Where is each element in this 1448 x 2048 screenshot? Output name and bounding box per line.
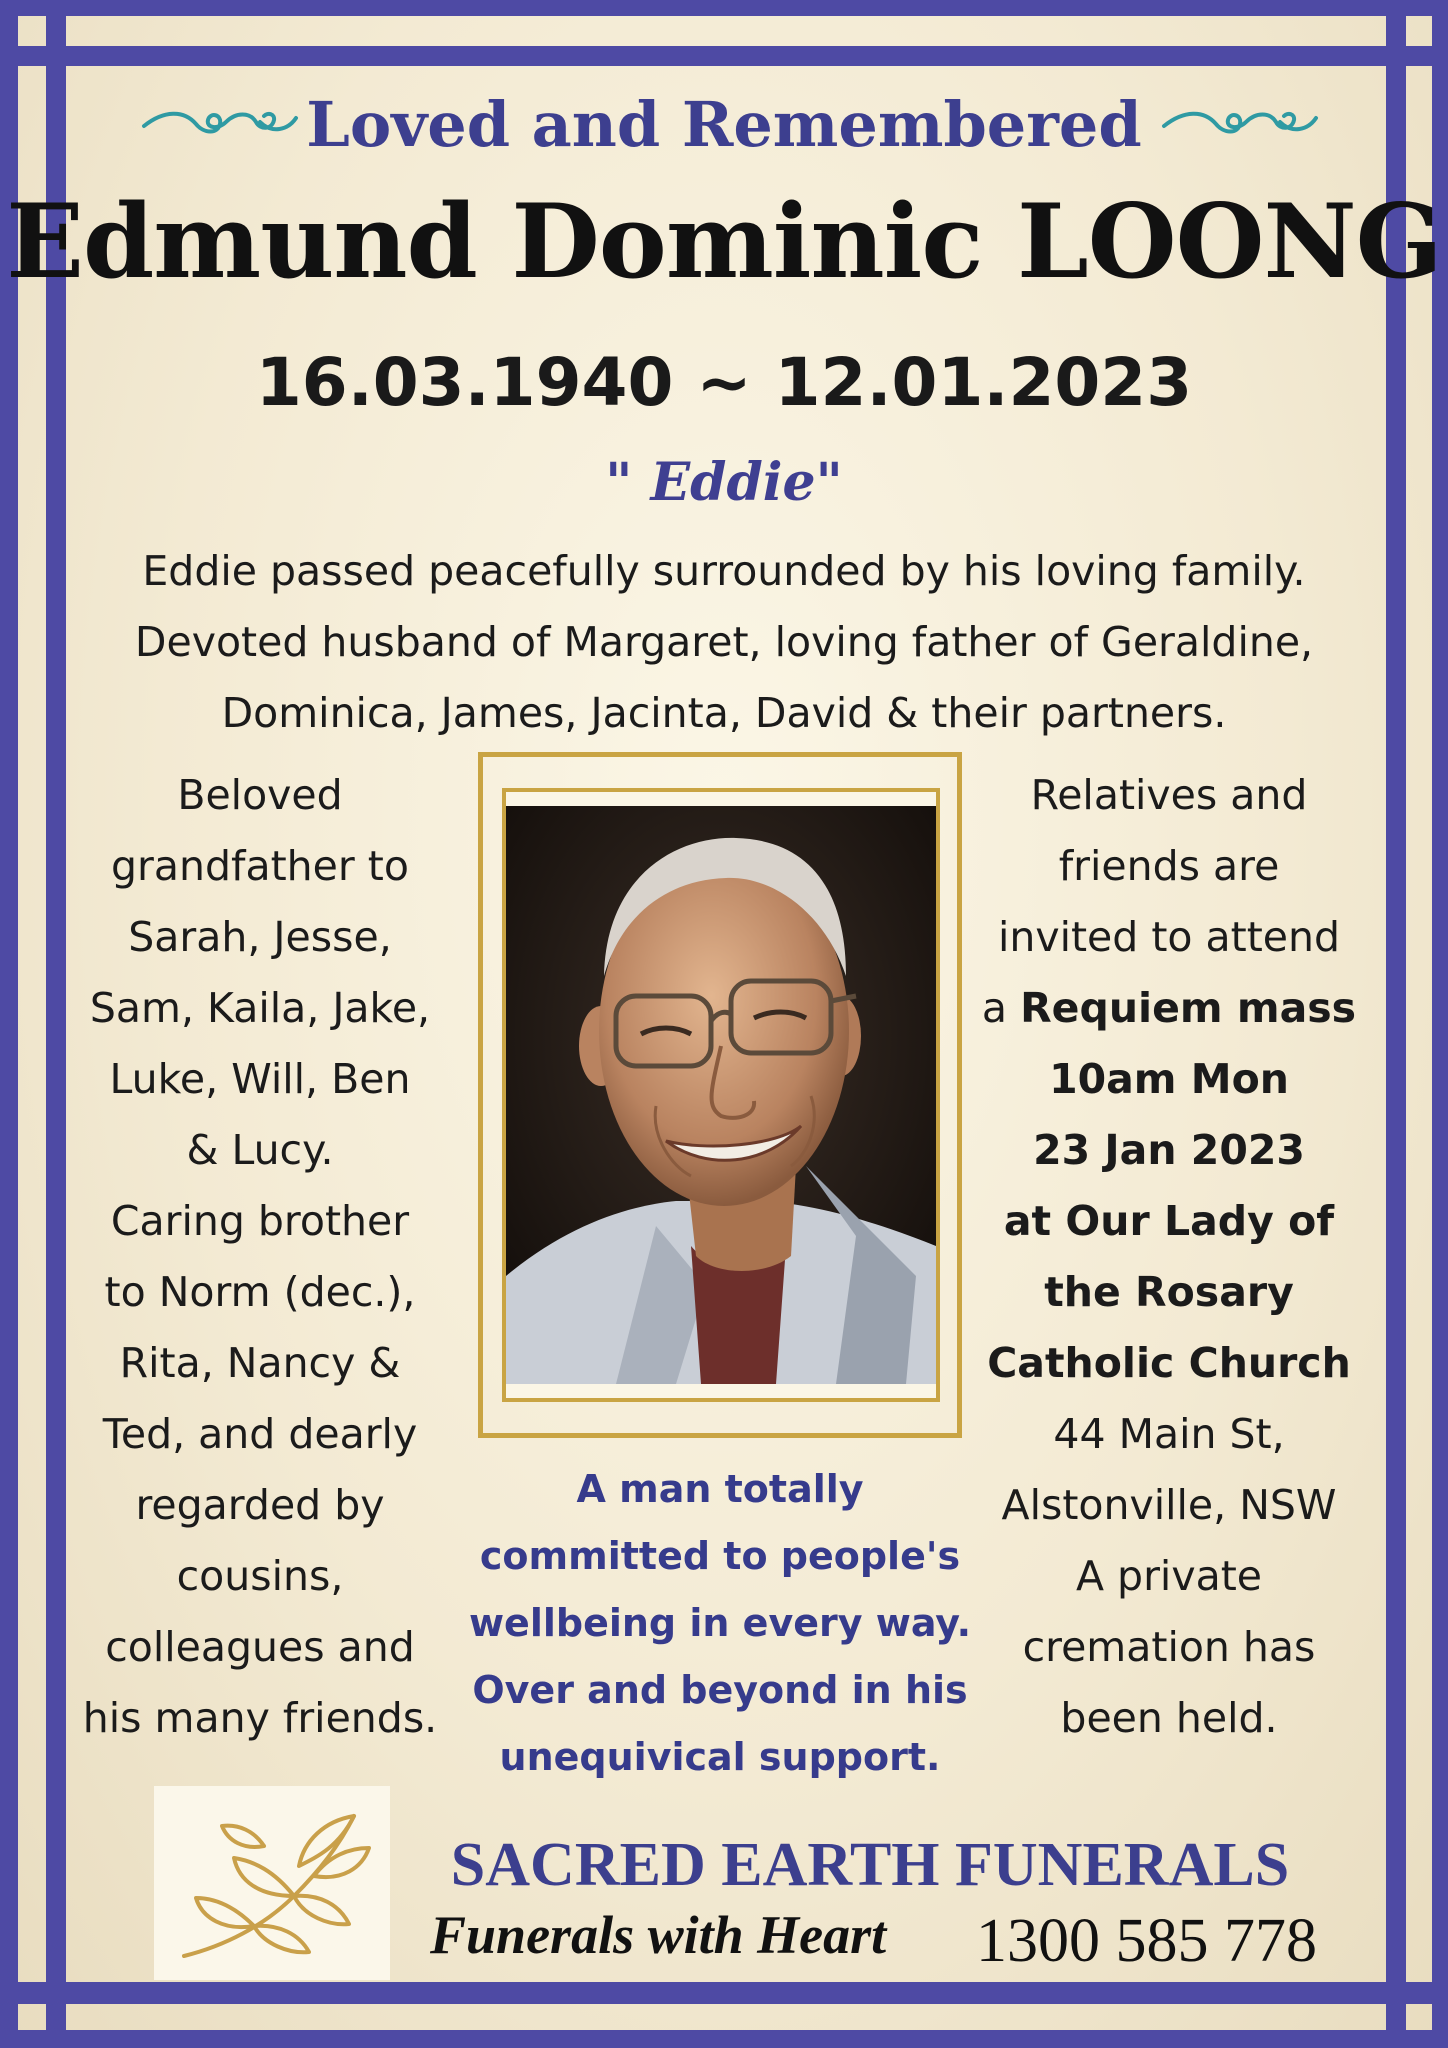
cremation-line: been held. [1060,1694,1278,1742]
service-time: 10am Mon [1049,1055,1289,1103]
requiem-line [972,973,1366,1044]
family-line: Sarah, Jesse, [128,913,392,961]
address-line: Alstonville, NSW [1001,1481,1337,1529]
requiem-label: Requiem mass [1020,984,1357,1032]
family-line: regarded by [135,1481,385,1529]
service-date: 23 Jan 2023 [1033,1126,1305,1174]
service-line: invited to attend [997,913,1341,961]
funeral-home-name: SACRED EARTH FUNERALS [450,1831,1290,1899]
frame-right-inner [1386,0,1406,2048]
deceased-name: Edmund Dominic LOONG [6,182,1442,302]
frame-left-outer [0,0,18,2048]
family-line: Ted, and dearly [102,1410,418,1458]
tribute-line: Over and beyond in his [472,1668,968,1712]
family-column [60,760,460,1754]
frame-top-inner [0,46,1448,66]
intro-line: Devoted husband of Margaret, loving father of Geraldine, [134,618,1314,666]
tribute-line: A man totally [576,1467,864,1511]
cremation-line: cremation has [1022,1623,1316,1671]
notice-heading: Loved and Remembered [306,88,1142,161]
intro-line: Dominica, James, Jacinta, David & their partners. [221,689,1227,737]
family-line: Caring brother [110,1197,410,1245]
family-line: cousins, [176,1552,344,1600]
tribute-line: wellbeing in every way. [468,1601,972,1645]
requiem-prefix: a [981,984,1021,1032]
frame-bottom-inner [0,1982,1448,2004]
family-line: to Norm (dec.), [104,1268,416,1316]
frame-right-outer [1432,0,1448,2048]
portrait-photo [506,806,936,1384]
frame-bottom-outer [0,2030,1448,2048]
venue-line: Catholic Church [987,1339,1351,1387]
address-line: 44 Main St, [1053,1410,1285,1458]
funeral-home-logo [154,1786,390,1980]
frame-top-outer [0,0,1448,16]
family-line: Luke, Will, Ben [109,1055,411,1103]
family-line: his many friends. [82,1694,438,1742]
service-line: Relatives and [1030,771,1308,819]
family-line: & Lucy. [186,1126,334,1174]
life-dates: 16.03.1940 ~ 12.01.2023 [255,344,1193,421]
family-line: Beloved [177,771,343,819]
service-column [972,760,1366,1754]
nickname: " Eddie" [605,452,843,513]
intro-line: Eddie passed peacefully surrounded by his loving family. [142,547,1306,595]
funeral-home-tagline: Funerals with Heart [430,1905,887,1965]
intro-paragraph [0,536,1448,749]
tribute-quote [430,1456,1010,1791]
gold-leaf-icon [154,1786,390,1980]
family-line: Rita, Nancy & [119,1339,401,1387]
cremation-line: A private [1075,1552,1263,1600]
venue-line: at Our Lady of [1003,1197,1335,1245]
venue-line: the Rosary [1044,1268,1294,1316]
family-line: colleagues and [105,1623,415,1671]
service-line: friends are [1058,842,1280,890]
tribute-line: committed to people's [479,1534,961,1578]
funeral-home-phone: 1300 585 778 [976,1907,1317,1975]
tribute-line: unequivical support. [499,1735,941,1779]
family-line: Sam, Kaila, Jake, [89,984,431,1032]
family-line: grandfather to [111,842,409,890]
